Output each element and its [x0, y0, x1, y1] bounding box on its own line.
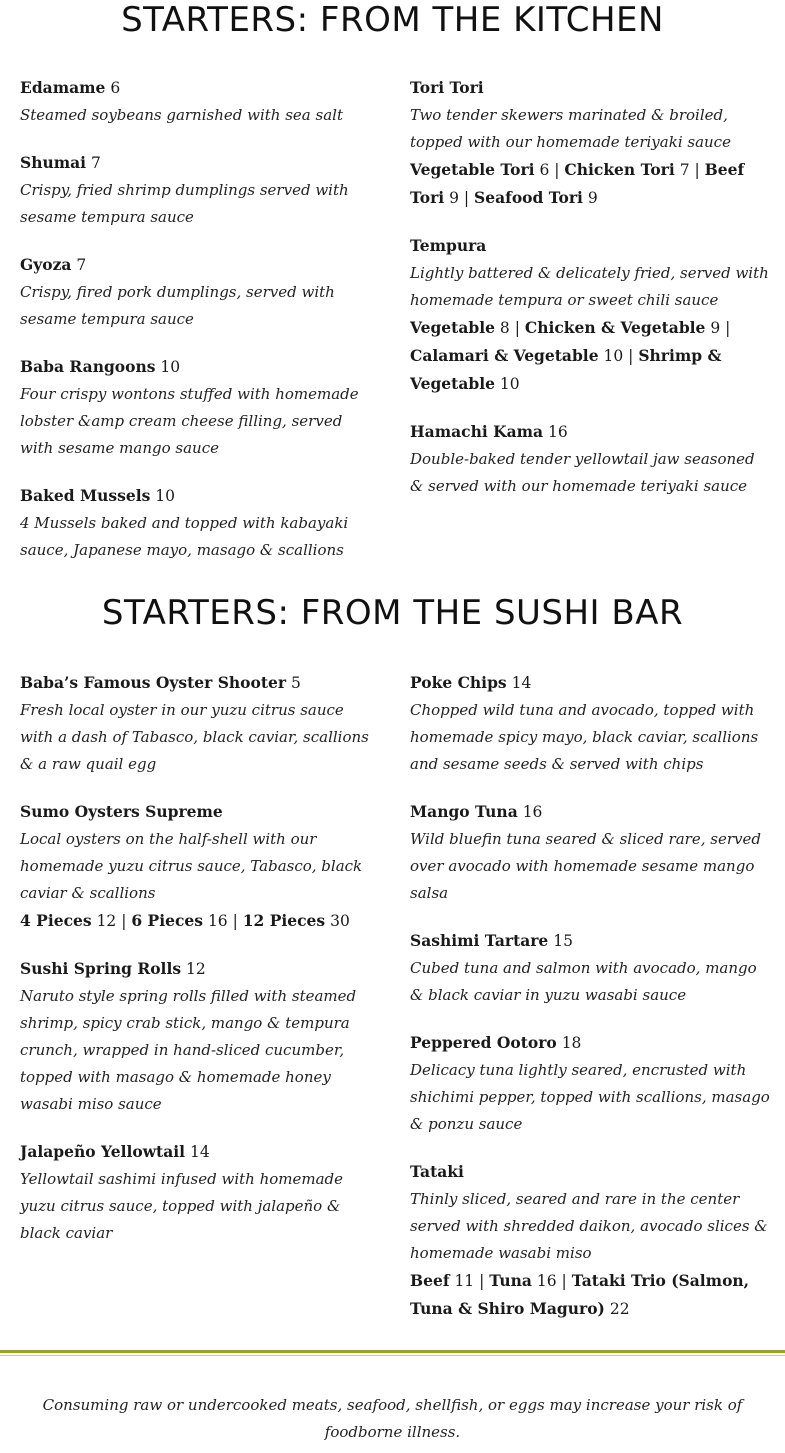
menu-item-description: Naruto style spring rolls filled with steamed shrimp, spicy crab stick, mango & tempura crunch, wrapped in hand-sliced cucumber, topped with masago & homemade honey wasabi miso sauce [20, 987, 357, 1113]
menu-item-price: 10 [160, 358, 181, 376]
menu-item-price: 18 [561, 1034, 582, 1052]
kitchen-left-column [20, 74, 380, 584]
menu-item-price: 15 [553, 932, 573, 950]
menu-item-price: 7 [76, 256, 87, 274]
variant-price: 8 [499, 319, 510, 337]
footer-divider [0, 1350, 785, 1356]
variant-name: Beef Tori [410, 160, 745, 207]
variant-price: 16 [207, 912, 228, 930]
variant-price: 6 [539, 161, 550, 179]
variant-price: 10 [603, 347, 624, 365]
menu-item-heading [20, 251, 380, 279]
menu-item-price: 6 [110, 79, 121, 97]
menu-item-description: Delicacy tuna lightly seared, encrusted with shichimi pepper, topped with scallions, masago & ponzu sauce [410, 1061, 770, 1133]
menu-item-price: 16 [522, 803, 543, 821]
variant-name: Beef [410, 1271, 450, 1290]
menu-item [20, 482, 380, 564]
menu-item-heading [20, 1138, 380, 1166]
menu-item-description: Steamed soybeans garnished with sea salt [20, 106, 343, 124]
variant-name: Shrimp & Vegetable [410, 346, 722, 393]
menu-item-description: Crispy, fired pork dumplings, served with sesame tempura sauce [20, 283, 335, 328]
menu-item-description: Crispy, fried shrimp dumplings served with sesame tempura sauce [20, 181, 349, 226]
variant-name: Chicken & Vegetable [524, 318, 706, 337]
menu-item-description: Chopped wild tuna and avocado, topped with homemade spicy mayo, black caviar, scallions and sesame seeds & served with chips [410, 701, 759, 773]
variant-name: 12 Pieces [242, 911, 326, 930]
variant-price: 9 [587, 189, 598, 207]
sushi-bar-menu [20, 669, 770, 1343]
food-safety-notice: Consuming raw or undercooked meats, seafood, shellfish, or eggs may increase your risk of foodborne illness. [42, 1396, 743, 1441]
menu-item-name: Peppered Ootoro [410, 1033, 557, 1052]
menu-item [20, 74, 380, 129]
menu-item-heading [20, 149, 380, 177]
menu-item-name: Gyoza [20, 255, 72, 274]
menu-item-description: Cubed tuna and salmon with avocado, mango & black caviar in yuzu wasabi sauce [410, 959, 757, 1004]
menu-item-variants: 4 Pieces 12 | 6 Pieces 16 | 12 Pieces 30 [20, 911, 350, 930]
menu-item-heading [20, 353, 380, 381]
menu-item-price: 14 [189, 1143, 210, 1161]
menu-item-variants: Vegetable 8 | Chicken & Vegetable 9 | Calamari & Vegetable 10 | Shrimp & Vegetable 10 [410, 318, 731, 393]
menu-item-heading [410, 1158, 770, 1186]
menu-item-description: Thinly sliced, seared and rare in the center served with shredded daikon, avocado slices & homemade wasabi miso [410, 1190, 768, 1262]
menu-item-description: Wild bluefin tuna seared & sliced rare, served over avocado with homemade sesame mango salsa [410, 830, 761, 902]
menu-item-price: 7 [91, 154, 101, 172]
menu-item-name: Tempura [410, 236, 487, 255]
menu-item-name: Edamame [20, 78, 106, 97]
variant-price: 10 [499, 375, 520, 393]
menu-item [410, 418, 770, 500]
variant-price: 12 [96, 912, 117, 930]
menu-item-name: Shumai [20, 153, 87, 172]
menu-item-price: 12 [186, 960, 206, 978]
menu-item-name: Hamachi Kama [410, 422, 544, 441]
menu-item [20, 353, 380, 462]
menu-item [410, 927, 770, 1009]
menu-item-heading [20, 955, 380, 983]
kitchen-right-column [410, 74, 770, 584]
menu-item-name: Sushi Spring Rolls [20, 959, 182, 978]
menu-item [410, 1029, 770, 1138]
menu-item-description: Two tender skewers marinated & broiled, topped with our homemade teriyaki sauce [410, 106, 731, 151]
variant-name: 4 Pieces [20, 911, 92, 930]
menu-item-heading [20, 74, 380, 102]
menu-item [410, 798, 770, 907]
section-title-kitchen: STARTERS: FROM THE KITCHEN [121, 0, 664, 40]
section-title-sushi-bar: STARTERS: FROM THE SUSHI BAR [101, 593, 684, 633]
menu-item-heading [410, 669, 770, 697]
menu-item [410, 232, 770, 398]
menu-item [20, 955, 380, 1118]
menu-item-name: Baba Rangoons [20, 357, 156, 376]
menu-item-heading [410, 798, 770, 826]
menu-item-name: Poke Chips [410, 673, 507, 692]
menu-item-variants: Vegetable Tori 6 | Chicken Tori 7 | Beef Tori 9 | Seafood Tori 9 [410, 160, 745, 207]
variant-price: 16 [536, 1272, 557, 1290]
menu-item-price: 5 [290, 674, 301, 692]
menu-item [20, 149, 380, 231]
variant-price: 11 [454, 1272, 475, 1290]
menu-item [20, 798, 380, 935]
variant-name: Seafood Tori [474, 188, 583, 207]
menu-item-heading [20, 798, 380, 826]
menu-item-name: Sashimi Tartare [410, 931, 549, 950]
menu-item-description: Double-baked tender yellowtail jaw seasoned & served with our homemade teriyaki sauce [410, 450, 755, 495]
menu-item-price: 14 [511, 674, 532, 692]
menu-item-name: Tataki [410, 1162, 464, 1181]
menu-item-description: Lightly battered & delicately fried, served with homemade tempura or sweet chili sauce [410, 264, 769, 309]
variant-name: Calamari & Vegetable [410, 346, 599, 365]
menu-item-name: Jalapeño Yellowtail [20, 1142, 186, 1161]
menu-item-name: Baked Mussels [20, 486, 151, 505]
variant-price: 9 [449, 189, 459, 207]
variant-name: Tuna [489, 1271, 532, 1290]
menu-item-price: 10 [155, 487, 176, 505]
sushi-left-column [20, 669, 380, 1343]
kitchen-menu [20, 74, 770, 584]
menu-item [20, 669, 380, 778]
menu-item-heading [410, 232, 770, 260]
variant-name: Chicken Tori [564, 160, 675, 179]
menu-item-heading [410, 74, 770, 102]
variant-name: Vegetable [410, 318, 495, 337]
menu-item-description: Four crispy wontons stuffed with homemade lobster &amp cream cheese filling, served with sesame mango sauce [20, 385, 359, 457]
sushi-right-column [410, 669, 770, 1343]
menu-item [410, 669, 770, 778]
menu-item-price: 16 [548, 423, 568, 441]
menu-item-heading [20, 669, 380, 697]
menu-item-description: Fresh local oyster in our yuzu citrus sauce with a dash of Tabasco, black caviar, scallions & a raw quail egg [20, 701, 369, 773]
menu-item-name: Baba’s Famous Oyster Shooter [20, 673, 287, 692]
variant-price: 7 [679, 161, 690, 179]
variant-price: 30 [330, 912, 350, 930]
menu-item-description: 4 Mussels baked and topped with kabayaki sauce, Japanese mayo, masago & scallions [20, 514, 349, 559]
variant-name: Tataki Trio (Salmon, Tuna & Shiro Maguro) [410, 1271, 750, 1318]
menu-item [20, 251, 380, 333]
menu-item-heading [20, 482, 380, 510]
menu-item-heading [410, 418, 770, 446]
variant-price: 9 [710, 319, 721, 337]
menu-item-heading [410, 927, 770, 955]
menu-item [410, 74, 770, 212]
variant-price: 22 [609, 1300, 630, 1318]
menu-item-name: Sumo Oysters Supreme [20, 802, 223, 821]
menu-item-heading [410, 1029, 770, 1057]
variant-name: 6 Pieces [131, 911, 203, 930]
menu-item-name: Tori Tori [410, 78, 484, 97]
menu-item [410, 1158, 770, 1323]
menu-item [20, 1138, 380, 1247]
menu-item-name: Mango Tuna [410, 802, 518, 821]
variant-name: Vegetable Tori [410, 160, 535, 179]
menu-item-variants: Beef 11 | Tuna 16 | Tataki Trio (Salmon, Tuna & Shiro Maguro) 22 [410, 1271, 750, 1318]
menu-item-description: Yellowtail sashimi infused with homemade yuzu citrus sauce, topped with jalapeño & black caviar [20, 1170, 344, 1242]
menu-item-description: Local oysters on the half-shell with our homemade yuzu citrus sauce, Tabasco, black caviar & scallions [20, 830, 363, 902]
